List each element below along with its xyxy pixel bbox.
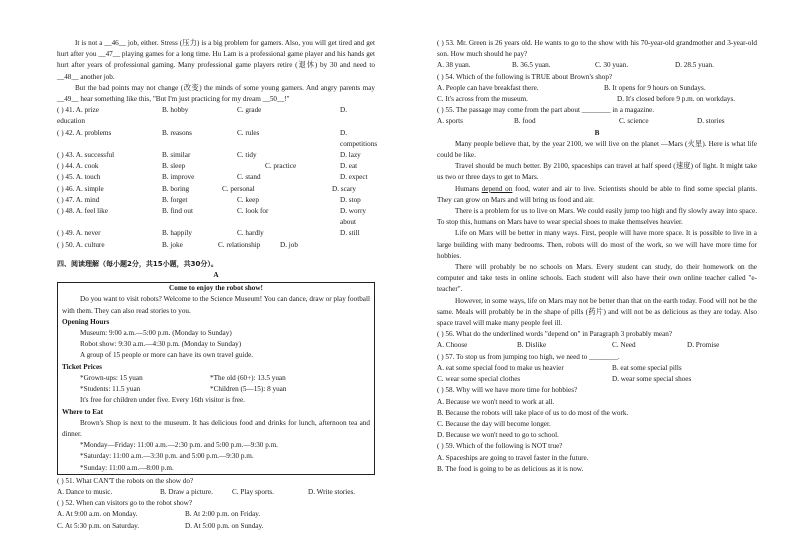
shop-hours-saturday: *Saturday: 11:00 a.m.—3:30 p.m. and 5:00 p.m.—9:30 p.m.: [80, 452, 254, 461]
where-to-eat-title: Where to Eat: [62, 407, 103, 416]
ticket-prices-title: Ticket Prices: [62, 362, 102, 371]
left-column: [57, 38, 378, 532]
question-46: ( ) 46. A. simple B. boring C. personal D. scary: [57, 184, 356, 193]
underlined-depend-on: depend on: [481, 184, 513, 193]
passage-b-p4: There is a problem for us to live on Mars. We could easily jump too high and fly slowly away into space. To stop this, humans on Mars have to wear special shoes to make themselves heavier.: [437, 207, 757, 227]
group-guide-note: A group of 15 people or more can have its own travel guide.: [80, 351, 254, 360]
opening-hours-museum: Museum: 9:00 a.m.—5:00 p.m. (Monday to Sunday): [80, 329, 232, 338]
notice-intro: Do you want to visit robots? Welcome to the Science Museum! You can dance, draw or play football with them. They can also read stories to you.: [62, 295, 370, 315]
robot-show-notice: [57, 282, 375, 474]
passage-b-p7: However, in some ways, life on Mars may not be better than that on the earth today. Food will not be the same. Meals will probably be in the shape of pills (药片) and will not be as delicious as they are today. Also space travel will make many people feel ill.: [437, 296, 757, 328]
question-59: ( ) 59. Which of the following is NOT true? A. Spaceships are going to travel faster in the future. B. The food is going to be as delicious as it is now.: [437, 442, 589, 473]
ticket-row-1: *Grown-ups: 15 yuan *The old (60+): 13.5 yuan: [80, 373, 286, 382]
question-41: ( ) 41. A. prize B. hobby C. grade D.: [57, 106, 347, 115]
question-44: ( ) 44. A. cook B. sleep C. practice D. eat: [57, 162, 358, 171]
question-51: ( ) 51. What CAN'T the robots on the show do? A. Dance to music. B. Draw a picture. C. Play sports. D. Write stories.: [57, 476, 356, 496]
passage-b-p2: Travel should be much better. By 2100, spaceships can travel at half speed (速度) of light. It might take us two or three days to get to Mars.: [437, 162, 757, 182]
question-43: ( ) 43. A. successful B. similar C. tidy D. lazy: [57, 151, 361, 160]
opening-hours-title: Opening Hours: [62, 317, 110, 326]
opening-hours-robot-show: Robot show: 9:30 a.m.—4:30 p.m. (Monday to Sunday): [80, 340, 242, 349]
question-55: ( ) 55. The passage may come from the part about ________ in a magazine. A. sports B. food C. science D. stories: [437, 106, 725, 126]
question-57: ( ) 57. To stop us from jumping too high, we need to ________. A. eat some special food to make us heavier B. eat some special pills C. wear some special clothes D. wear some special shoes: [437, 352, 692, 384]
question-42: ( ) 42. A. problems B. reasons C. rules D. competitions: [57, 128, 378, 148]
passage-b-p6: There will probably be no schools on Mars. Every student can study, do their homework on the computer and take tests in online schools. Each student will also have their own online teacher called "e-teacher".: [437, 263, 757, 294]
ticket-free-note: It's free for children under five. Every 16th visitor is free.: [80, 396, 245, 405]
passage-b-p1: Many people believe that, by the year 2100, we will live on the planet —Mars (火星). Here is what life could be like.: [437, 139, 757, 160]
passage-b-p5: Life on Mars will be better in many ways. First, people will have more space. It is possible to live in a large building with many bedrooms. Then, robots will do most of the work, so we will have more time for hobbies.: [437, 229, 757, 260]
right-column: [437, 38, 757, 475]
cloze-paragraph-1: It is not a __46__ job, either. Stress (压力) is a big problem for gamers. Also, you will get tired and get hurt after you __47__ playing games for a long time. Hu Lam is a professional game player and his hands get hurt after years of professional gaming. Many professional game players retire (退休) by 30 and need to __48__ another job.: [57, 39, 375, 81]
ticket-row-2: *Students: 11.5 yuan *Children (5—15): 8 yuan: [80, 385, 287, 394]
question-58: ( ) 58. Why will we have more time for hobbies? A. Because we won't need to work at all. B. Because the robots will take place of us to do most of the work. C. Because the day will become longer. D. Because we won't need to go to school.: [437, 386, 629, 440]
section-heading-reading: 四、阅读理解（每小题2分，共15小题，共30分）。: [57, 259, 218, 268]
question-54: ( ) 54. Which of the following is TRUE about Brown's shop? A. People can have breakfast there. B. It opens for 9 hours on Sundays. C. It's across from the museum. D. It's closed before 9 p.m. on workdays.: [437, 72, 736, 104]
question-50: ( ) 50. A. culture B. joke C. relationship D. job: [57, 240, 298, 249]
notice-title: Come to enjoy the robot show!: [169, 284, 263, 293]
shop-hours-weekday: *Monday—Friday: 11:00 a.m.—2:30 p.m. and 5:00 p.m.—9:30 p.m.: [80, 441, 278, 450]
browns-shop-desc: Brown's Shop is next to the museum. It has delicious food and drinks for lunch, afternoon tea and dinner.: [62, 418, 370, 438]
question-56: ( ) 56. What do the underlined words "depend on" in Paragraph 3 probably mean? A. Choose B. Dislike C. Need D. Promise: [437, 330, 720, 350]
question-52: ( ) 52. When can visitors go to the robot show? A. At 9:00 a.m. on Monday. B. At 2:00 p.m. on Friday. C. At 5:30 p.m. on Saturday. D. At 5:00 p.m. on Sunday.: [57, 499, 264, 530]
question-41-cont: education: [57, 117, 85, 126]
question-47: ( ) 47. A. mind B. forget C. keep D. stop: [57, 195, 361, 204]
question-53: ( ) 53. Mr. Green is 26 years old. He wants to go to the show with his 70-year-old grandmother and 3-year-old son. How much should he pay? A. 38 yuan. B. 36.5 yuan. C. 30 yuan. D. 28.5 yuan.: [437, 39, 757, 70]
cloze-paragraph-2: But the bad points may not change (改变) the minds of some young gamers. And angry parents may __49__ hear something like this, "But I'm just practicing for my dream __50__!": [57, 83, 375, 104]
passage-b-p3: Humans depend on food, water and air to live. Scientists should be able to find some special plants. They can grow on Mars and will bring us food and air.: [437, 184, 758, 204]
question-49: ( ) 49. A. never B. happily C. hardly D. still: [57, 229, 360, 238]
shop-hours-sunday: *Sunday: 11:00 a.m.—8:00 p.m.: [80, 463, 174, 472]
passage-b-label: B: [594, 128, 600, 137]
question-48: ( ) 48. A. feel like B. find out C. look for D. worry about: [57, 207, 366, 227]
question-45: ( ) 45. A. touch B. improve C. stand D. expect: [57, 173, 368, 182]
passage-a-label: A: [213, 271, 219, 280]
